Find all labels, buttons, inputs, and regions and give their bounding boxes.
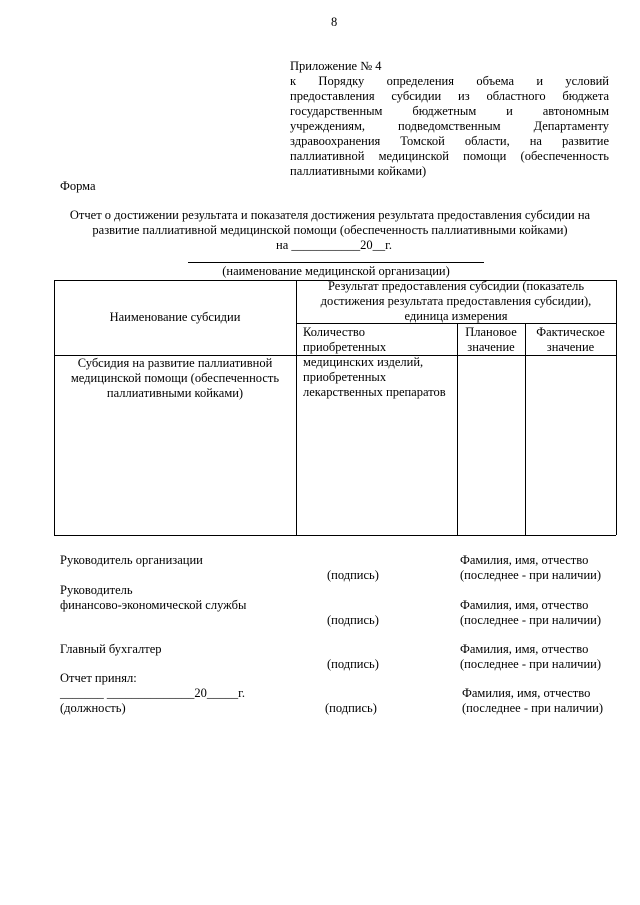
report-date-line: на ___________20__г. <box>276 238 392 252</box>
sig-fio-label: Фамилия, имя, отчество <box>460 553 589 567</box>
appendix-line: государственным бюджетным и автономным <box>290 104 609 118</box>
col-subsidy-header: Наименование субсидии <box>109 310 241 324</box>
row-subsidy-name: медицинской помощи (обеспеченность <box>70 371 280 385</box>
form-label: Форма <box>60 179 96 193</box>
appendix-line: к Порядку определения объема и условий <box>290 74 609 88</box>
sub-quantity-text: приобретенных <box>303 370 387 384</box>
sig-accepted-date: _______ ______________20_____г. <box>60 686 245 700</box>
appendix-line: паллиативной медицинской помощи (обеспеченность <box>290 149 609 163</box>
col-result-header: единица измерения <box>404 309 508 323</box>
sub-quantity-text: Количество <box>303 325 365 339</box>
sig-fio-label: Фамилия, имя, отчество <box>460 642 589 656</box>
row-subsidy-name: Субсидия на развитие паллиативной <box>77 356 273 370</box>
sub-actual-header: Фактическое <box>536 325 605 339</box>
sig-report-accepted: Отчет принял: <box>60 671 137 685</box>
appendix-line: учреждениям, подведомственным Департаменту <box>290 119 609 133</box>
sig-fio-note: (последнее - при наличии) <box>460 657 601 671</box>
sub-quantity-text: медицинских изделий, <box>303 355 424 369</box>
table-border-right <box>616 280 617 535</box>
sub-planned-header: Плановое <box>465 325 517 339</box>
appendix-line: здравоохранения Томской области, на развитие <box>290 134 609 148</box>
sig-fio-note: (последнее - при наличии) <box>462 701 603 715</box>
sig-fio-note: (последнее - при наличии) <box>460 613 601 627</box>
appendix-line: паллиативными койками) <box>290 164 427 178</box>
sig-fio-note: (последнее - при наличии) <box>460 568 601 582</box>
sig-fio-label: Фамилия, имя, отчество <box>462 686 591 700</box>
row-subsidy-name: паллиативными койками) <box>106 386 244 400</box>
table-border-bottom <box>54 535 616 536</box>
sig-signature-label: (подпись) <box>327 568 379 582</box>
sub-quantity-text: приобретенных <box>303 340 387 354</box>
report-title-line2: развитие паллиативной медицинской помощи (обеспеченность паллиативными койками) <box>92 223 568 237</box>
sig-signature-label: (подпись) <box>325 701 377 715</box>
sub-quantity-text: лекарственных препаратов <box>303 385 446 399</box>
col-result-header: Результат предоставления субсидии (показатель <box>327 279 585 293</box>
sig-head-fin: Руководитель <box>60 583 133 597</box>
sig-head-fin: финансово-экономической службы <box>60 598 247 612</box>
sig-fio-label: Фамилия, имя, отчество <box>460 598 589 612</box>
report-title-line1: Отчет о достижении результата и показателя достижения результата предоставления субсидии на <box>69 208 591 222</box>
sub-planned-header: значение <box>467 340 515 354</box>
appendix-line: предоставления субсидии из областного бюджета <box>290 89 609 103</box>
page-number: 8 <box>331 15 338 29</box>
org-name-underline <box>188 262 484 263</box>
col-result-header: достижения результата предоставления субсидии), <box>320 294 592 308</box>
sig-position-label: (должность) <box>60 701 126 715</box>
sub-actual-header: значение <box>546 340 595 354</box>
org-name-caption: (наименование медицинской организации) <box>222 264 450 278</box>
sig-signature-label: (подпись) <box>327 613 379 627</box>
sig-signature-label: (подпись) <box>327 657 379 671</box>
sig-head-org: Руководитель организации <box>60 553 203 567</box>
appendix-title: Приложение № 4 <box>290 59 382 73</box>
sig-chief-accountant: Главный бухгалтер <box>60 642 162 656</box>
